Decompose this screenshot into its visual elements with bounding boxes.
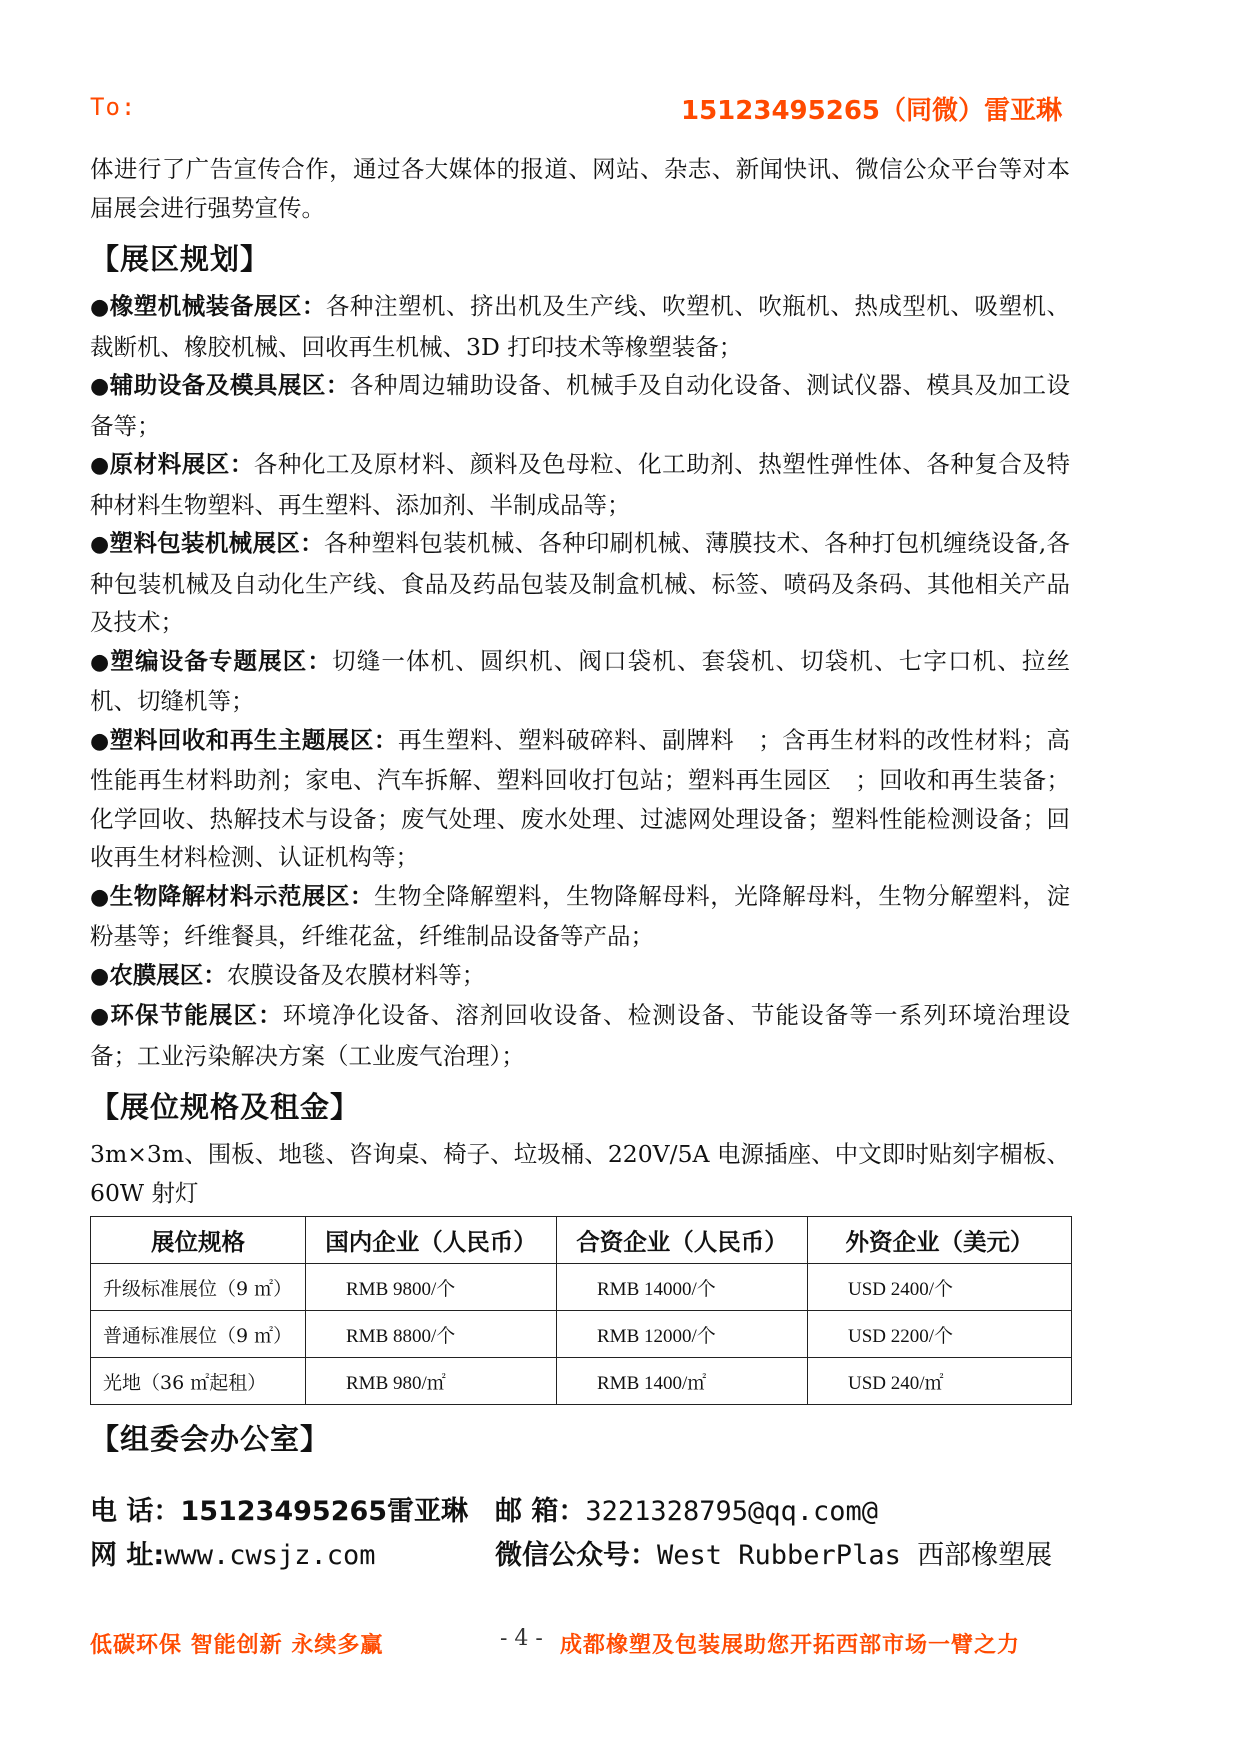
zone-name: 农膜展区： [109,960,227,989]
contact-row [90,1534,1090,1578]
bullet-icon: ● [90,453,110,478]
zone-name: 塑料回收和再生主题展区： [109,725,398,754]
email-label: 邮 箱： [495,1496,586,1527]
zone-item [90,642,1070,721]
table-cell: RMB 1400/㎡ [557,1358,808,1405]
table-cell: RMB 14000/个 [557,1264,808,1311]
wechat-value: West RubberPlas 西部橡塑展 [657,1540,1053,1571]
zone-name: 原材料展区： [109,450,254,478]
footer-slogan: 低碳环保 智能创新 永续多赢 [90,1632,384,1658]
phone-label: 电 话： [90,1496,181,1527]
table-cell: 升级标准展位（9 ㎡） [91,1264,306,1311]
table-cell: USD 2200/个 [808,1311,1072,1358]
zones-section-title: 【展区规划】 [90,242,271,276]
zone-item [90,721,1070,877]
wechat-label: 微信公众号： [495,1540,657,1571]
contact-block [90,1490,1090,1578]
bullet-icon: ● [90,374,110,399]
bullet-icon: ● [90,728,110,754]
zone-name: 塑料包装机械展区： [109,529,324,557]
phone-value: 15123495265雷亚琳 [180,1496,469,1527]
bullet-icon: ● [90,532,110,557]
zone-item [90,877,1070,956]
page-number: - 4 - [500,1626,543,1651]
table-cell: 普通标准展位（9 ㎡） [91,1311,306,1358]
table-header-row [91,1217,1072,1264]
zone-item [90,956,1070,997]
zone-name: 环保节能展区： [110,1001,283,1029]
table-row [91,1311,1072,1358]
column-header: 展位规格 [91,1217,306,1264]
table-cell: RMB 12000/个 [557,1311,808,1358]
bullet-icon: ● [90,884,110,910]
zone-desc: 各种化工及原材料、颜料及色母粒、化工助剂、热塑性弹性体、各种复合及特种材料生物塑料、再生塑料、添加剂、半制成品等； [90,450,1071,519]
table-cell: 光地（36 ㎡起租） [91,1358,306,1405]
zone-name: 生物降解材料示范展区： [109,881,374,910]
zone-desc: 各种周边辅助设备、机械手及自动化设备、测试仪器、模具及加工设备等； [90,371,1070,440]
zone-name: 辅助设备及模具展区： [109,371,350,399]
zone-item [90,524,1070,642]
zone-desc: 各种注塑机、挤出机及生产线、吹塑机、吹瓶机、热成型机、吸塑机、裁断机、橡胶机械、回收再生机械、3D 打印技术等橡塑装备； [90,292,1071,361]
table-cell: RMB 8800/个 [306,1311,557,1358]
office-section-title: 【组委会办公室】 [90,1422,331,1456]
zone-item [90,366,1070,445]
bullet-icon: ● [90,963,110,989]
zone-list [90,287,1070,1075]
booth-spec: 3m×3m、围板、地毯、咨询桌、椅子、垃圾桶、220V/5A 电源插座、中文即时贴刻字楣板、60W 射灯 [90,1140,1070,1207]
header-to-label: To: [90,93,137,121]
bullet-icon: ● [90,649,111,675]
contact-row [90,1490,1090,1534]
header-contact: 15123495265（同微）雷亚琳 [681,96,1062,126]
intro-paragraph: 体进行了广告宣传合作，通过各大媒体的报道、网站、杂志、新闻快讯、微信公众平台等对本届展会进行强势宣传。 [90,155,1070,222]
bullet-icon: ● [90,1004,111,1029]
web-label: 网 址: [90,1540,165,1571]
zone-name: 塑编设备专题展区： [110,646,333,675]
bullet-icon: ● [90,295,110,320]
zone-desc: 环境净化设备、溶剂回收设备、检测设备、节能设备等一系列环境治理设备；工业污染解决方案（工业废气治理）； [90,1001,1071,1070]
zone-desc: 再生塑料、塑料破碎料、副牌料 ；含再生材料的改性材料；高性能再生材料助剂；家电、汽车拆解、塑料回收打包站；塑料再生园区 ；回收和再生装备；化学回收、热解技术与设备；废气处理、废水处理、过滤网处理设备；塑料性能检测设备；回收再生材料检测、认证机构等； [90,725,1071,871]
document-body [90,150,1070,1467]
rent-table [90,1216,1072,1405]
table-row [91,1358,1072,1405]
footer-tagline: 成都橡塑及包装展助您开拓西部市场一臂之力 [560,1632,1021,1658]
zone-item [90,996,1070,1075]
table-cell: USD 2400/个 [808,1264,1072,1311]
zone-desc: 各种塑料包装机械、各种印刷机械、薄膜技术、各种打包机缠绕设备,各种包装机械及自动化生产线、食品及药品包装及制盒机械、标签、喷码及条码、其他相关产品及技术； [90,529,1071,636]
zone-desc: 切缝一体机、圆织机、阀口袋机、套袋机、切袋机、七字口机、拉丝机、切缝机等； [90,646,1071,715]
table-cell: RMB 9800/个 [306,1264,557,1311]
table-cell: USD 240/㎡ [808,1358,1072,1405]
email-value[interactable]: 3221328795@qq.com@ [585,1496,879,1527]
zone-item [90,445,1070,524]
zone-desc: 生物全降解塑料，生物降解母料，光降解母料，生物分解塑料，淀粉基等；纤维餐具，纤维花盆，纤维制品设备等产品； [90,881,1070,950]
table-row [91,1264,1072,1311]
column-header: 国内企业（人民币） [306,1217,557,1264]
column-header: 外资企业（美元） [808,1217,1072,1264]
zone-name: 橡塑机械装备展区： [109,292,326,320]
zone-item [90,287,1070,366]
zone-desc: 农膜设备及农膜材料等； [226,960,486,989]
booth-section-title: 【展位规格及租金】 [90,1090,361,1124]
table-cell: RMB 980/㎡ [306,1358,557,1405]
web-value[interactable]: www.cwsjz.com [164,1540,376,1571]
column-header: 合资企业（人民币） [557,1217,808,1264]
